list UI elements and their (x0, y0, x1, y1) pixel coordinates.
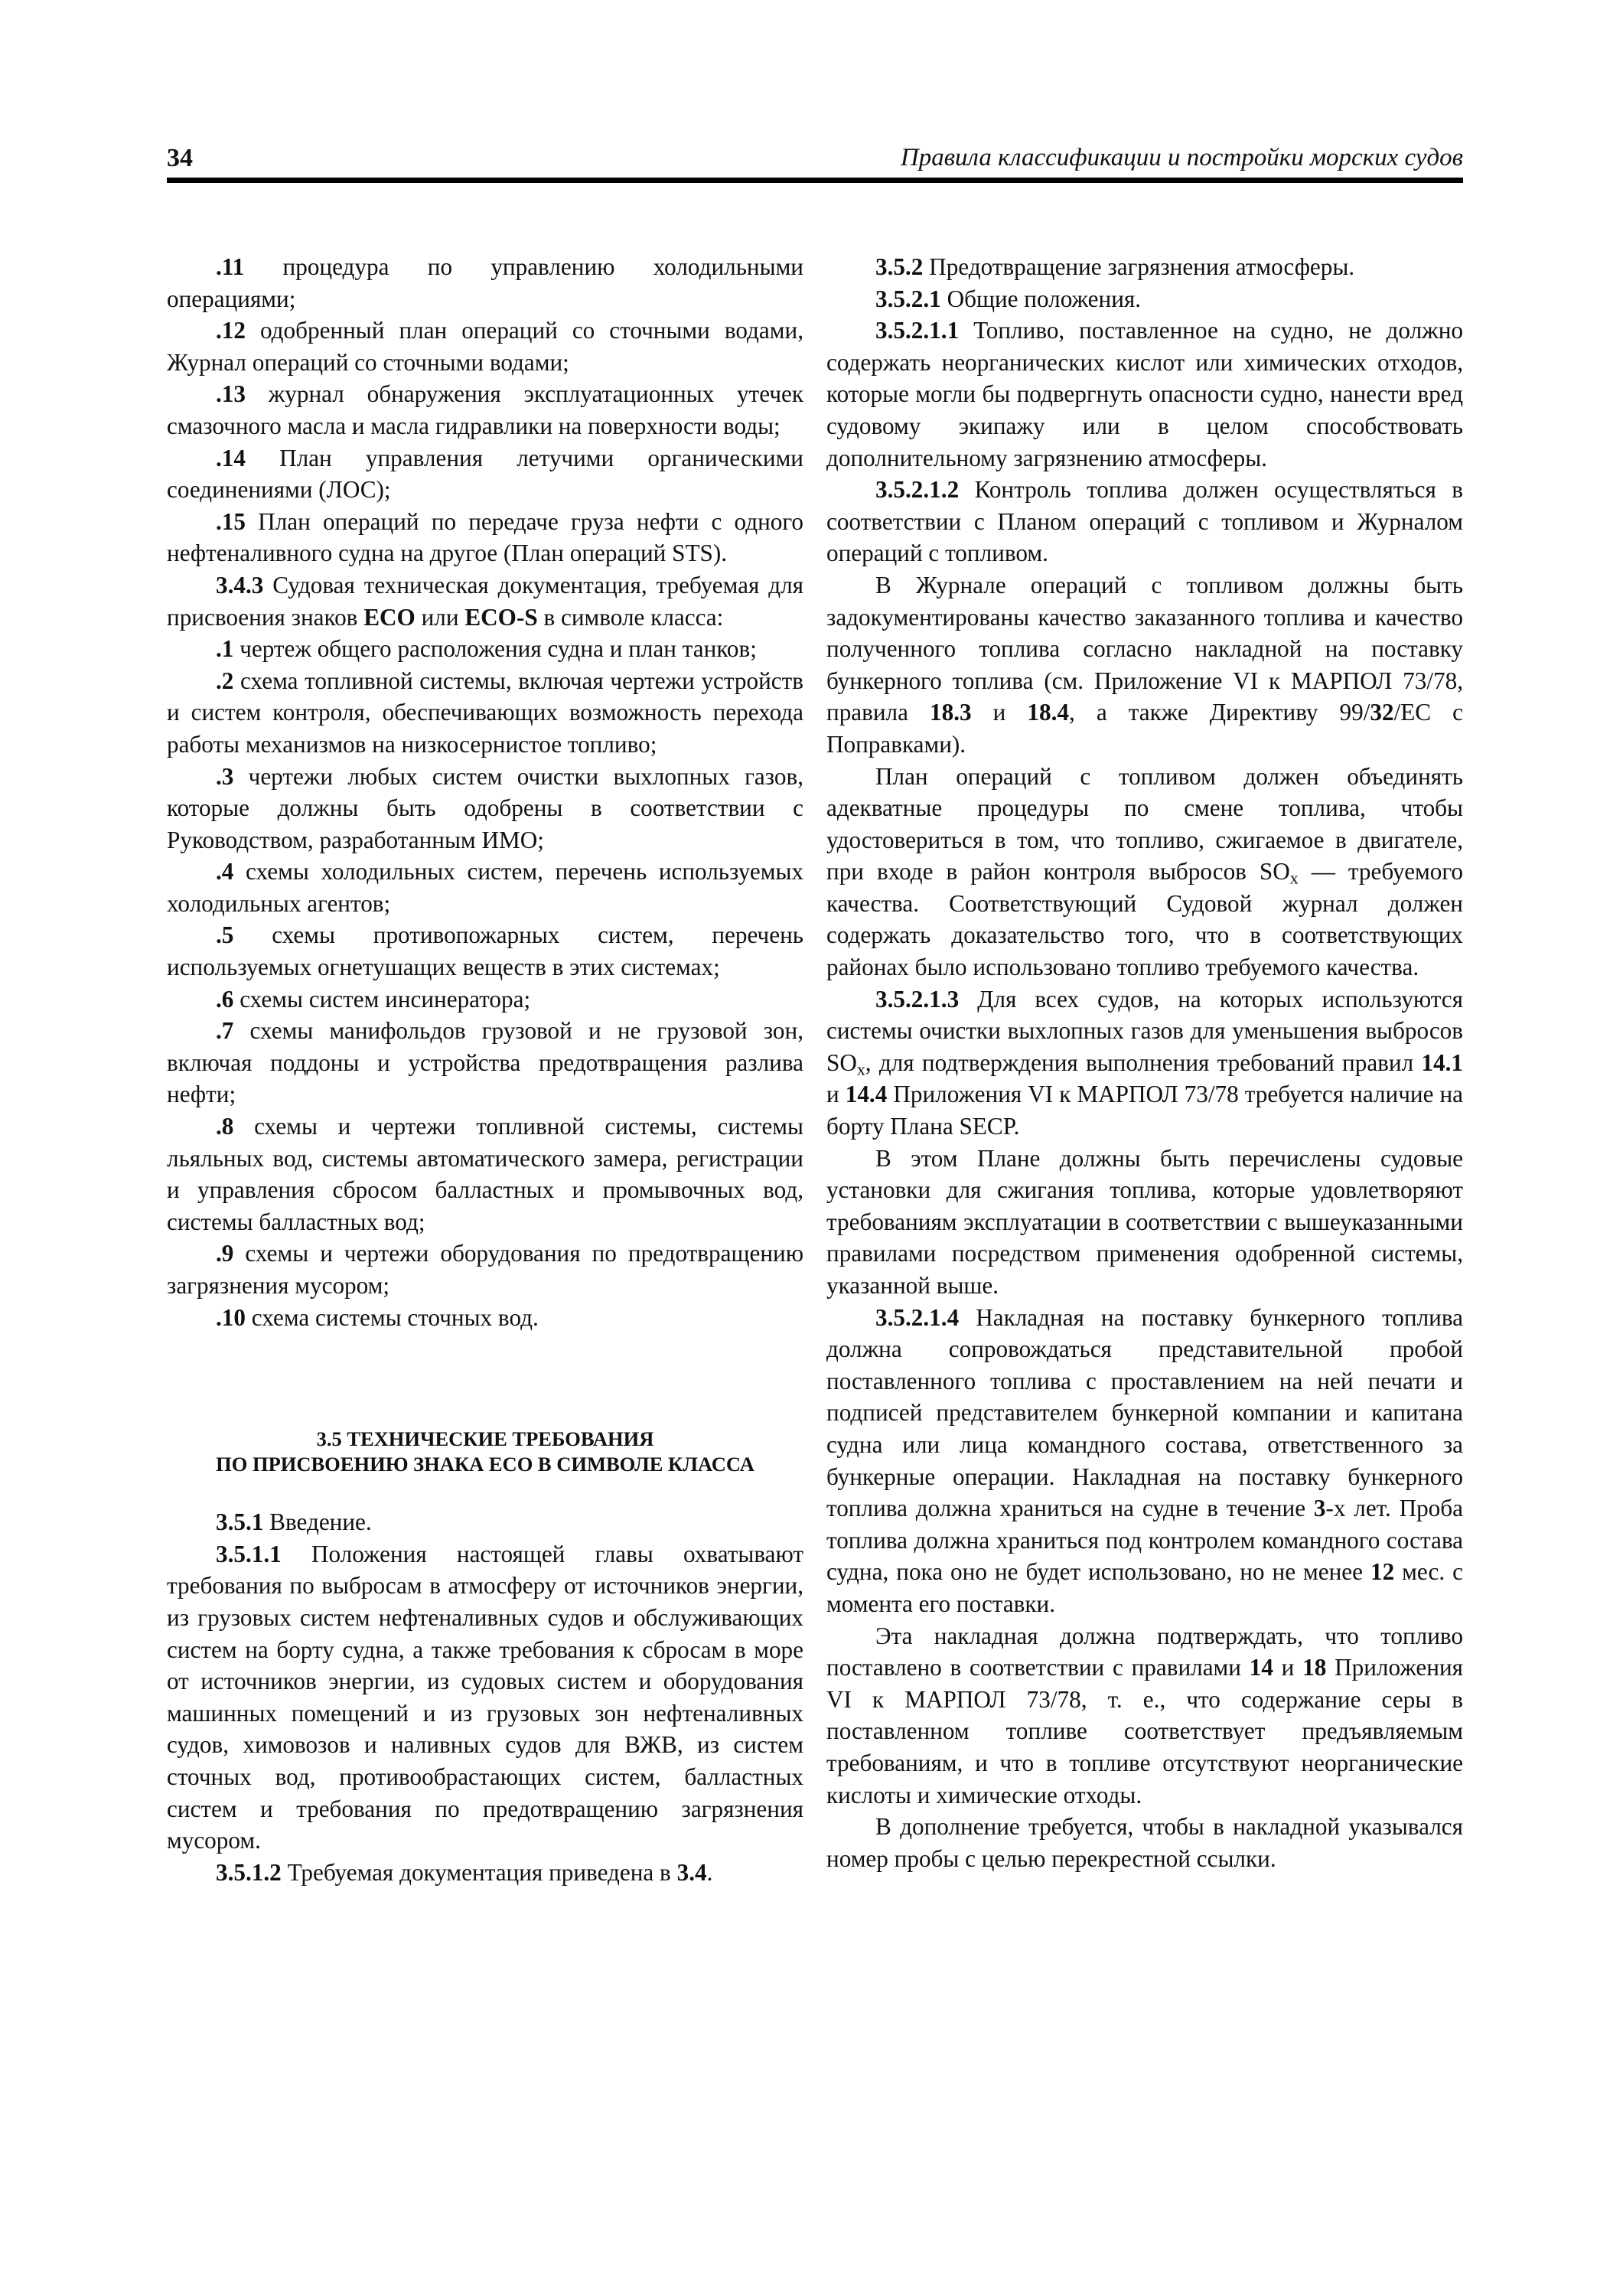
clause-3-5-2-1 (826, 283, 1463, 315)
clause-text: -х лет. Проба топлива должна храниться под контролем командного состава судна, пока оно не будет использовано, но не менее (826, 1495, 1463, 1586)
paragraph-addition (826, 1811, 1463, 1874)
list-item-13 (167, 378, 803, 442)
running-title: Правила классификации и постройки морских судов (900, 144, 1463, 171)
clause-text: Контроль топлива должен осуществляться в соответствии с Планом операций с топливом и Журналом операций с топливом. (826, 476, 1463, 567)
item-number: .3 (216, 762, 234, 790)
rule-reference: 14 (1249, 1654, 1273, 1681)
list-item-11 (167, 251, 803, 315)
clause-number: 3.5.2.1.3 (875, 985, 960, 1013)
item-text: План управления летучими органическими соединениями (ЛОС); (167, 444, 803, 504)
item-number: .9 (216, 1240, 234, 1267)
section-heading-line-2: ПО ПРИСВОЕНИЮ ЗНАКА ECO В СИМВОЛЕ КЛАССА (216, 1453, 754, 1476)
item-number: .12 (216, 317, 246, 344)
clause-3-5-1-1 (167, 1538, 803, 1857)
paragraph-text: , а также Директиву 99/ (1068, 699, 1370, 726)
list-item-6 (167, 983, 803, 1016)
item-text: схема топливной системы, включая чертежи устройств и систем контроля, обеспечивающих возможность перехода работы механизмов на низкосернистое топливо; (167, 667, 803, 758)
clause-text: Введение. (263, 1508, 372, 1536)
item-text: схемы противопожарных систем, перечень используемых огнетушащих веществ в этих системах; (167, 921, 803, 981)
paragraph-text: и (971, 699, 1028, 726)
rule-reference: 18.4 (1027, 699, 1069, 726)
list-item-8 (167, 1110, 803, 1238)
cross-reference: 3.4 (676, 1858, 707, 1886)
item-text: схемы холодильных систем, перечень используемых холодильных агентов; (167, 858, 803, 917)
item-number: .5 (216, 921, 234, 949)
list-item-4 (167, 856, 803, 919)
clause-text: Для всех судов, на которых используются системы очистки выхлопных газов для уменьшения выбросов SO (826, 985, 1463, 1076)
clause-3-5-2-1-1 (826, 315, 1463, 474)
item-text: чертежи любых систем очистки выхлопных газов, которые должны быть одобрены в соответствии с Руководством, разработанным ИМО; (167, 762, 803, 853)
item-text: схемы систем инсинератора; (233, 985, 531, 1013)
item-text: журнал обнаружения эксплуатационных утечек смазочного масла и масла гидравлики на поверхности воды; (167, 380, 803, 439)
rule-reference: 18 (1302, 1654, 1327, 1681)
paragraph-text: — требуемого качества. Соответствующий Судовой журнал должен содержать доказательство того, что в соответствующих районах было использовано топливо требуемого качества. (826, 858, 1463, 981)
left-column (167, 251, 803, 1888)
clause-number: 3.5.2.1.1 (875, 317, 960, 344)
paragraph-text: /ЕС с Поправками). (826, 699, 1463, 758)
list-item-9 (167, 1238, 803, 1301)
clause-text: мес. с момента его поставки. (826, 1558, 1463, 1617)
clause-text: Топливо, поставленное на судно, не должно содержать неорганических кислот или химических отходов, которые могли бы подвергнуть опасности судно, нанести вред судовому экипажу или в целом способствовать дополнительному загрязнению атмосферы. (826, 317, 1463, 471)
eco-s-mark: ECO-S (464, 603, 538, 631)
paragraph-secp (826, 1143, 1463, 1302)
page-header (167, 144, 1463, 183)
clause-text: в символе класса: (537, 603, 724, 631)
clause-3-4-3 (167, 569, 803, 633)
rule-reference: 18.3 (930, 699, 972, 726)
clause-number: 3.5.2.1 (875, 285, 941, 312)
clause-text: Приложения VI к МАРПОЛ 73/78 требуется наличие на борту Плана SECP. (826, 1081, 1463, 1140)
clause-3-5-2 (826, 251, 1463, 283)
right-column (826, 251, 1463, 1874)
clause-number: 3.5.2 (875, 253, 924, 280)
clause-text: Положения настоящей главы охватывают требования по выбросам в атмосферу от источников энергии, из грузовых систем нефтеналивных судов и обслуживающих систем на борту судна, а также требования к сбросам в море от источников энергии, из судовых систем и оборудования машинных помещений и из грузовых зон нефтеналивных судов, химовозов и наливных судов для ВЖВ, из систем сточных вод, противообрастающих систем, балластных систем и требования по предотвращению загрязнения мусором. (167, 1540, 803, 1854)
item-number: .15 (216, 507, 246, 535)
subscript: x (856, 1060, 865, 1079)
item-text: процедура по управлению холодильными операциями; (167, 253, 803, 312)
clause-3-5-2-1-4 (826, 1302, 1463, 1620)
list-item-2 (167, 665, 803, 761)
clause-text: Судовая техническая документация, требуемая для присвоения знаков (167, 571, 803, 631)
clause-3-5-1 (167, 1506, 803, 1538)
item-text: схемы и чертежи оборудования по предотвращению загрязнения мусором; (167, 1240, 803, 1299)
item-number: .6 (216, 985, 234, 1013)
item-text: схема системы сточных вод. (245, 1303, 539, 1331)
number-emphasis: 3 (1313, 1495, 1326, 1522)
clause-number: 3.4.3 (216, 571, 264, 598)
number-emphasis: 12 (1370, 1558, 1395, 1586)
item-text: одобренный план операций со сточными водами, Журнал операций со сточными водами; (167, 317, 803, 376)
clause-text: и (826, 1081, 846, 1108)
paragraph-text: и (1273, 1654, 1303, 1681)
paragraph-text: В этом Плане должны быть перечислены судовые установки для сжигания топлива, которые удовлетворяют требованиям эксплуатации в соответствии с вышеуказанными правилами посредством применения одобренной системы, указанной выше. (826, 1144, 1463, 1299)
item-number: .4 (216, 858, 234, 885)
clause-number: 3.5.2.1.2 (875, 476, 960, 504)
paragraph-fuel-journal (826, 569, 1463, 761)
list-item-14 (167, 442, 803, 506)
page-number: 34 (167, 144, 193, 172)
clause-text: или (415, 603, 465, 631)
item-text: схемы и чертежи топливной системы, системы льяльных вод, системы автоматического замера, регистрации и управления сбросом балластных и промывочных вод, системы балластных вод; (167, 1113, 803, 1235)
eco-mark: ECO (363, 603, 416, 631)
list-item-7 (167, 1015, 803, 1110)
list-item-12 (167, 315, 803, 378)
rule-reference: 14.4 (845, 1081, 888, 1108)
item-number: .11 (216, 253, 245, 280)
item-text: План операций по передаче груза нефти с одного нефтеналивного судна на другое (План операций STS). (167, 507, 803, 567)
clause-number: 3.5.2.1.4 (875, 1303, 960, 1331)
paragraph-text: Эта накладная должна подтверждать, что топливо поставлено в соответствии с правилами (826, 1622, 1463, 1681)
paragraph-confirm (826, 1620, 1463, 1812)
list-item-15 (167, 506, 803, 569)
list-item-5 (167, 919, 803, 983)
directive-reference: 32 (1370, 699, 1394, 726)
clause-text: Накладная на поставку бункерного топлива должна сопровождаться представительной пробой поставленного топлива с проставлением на ней печати и подписей представителем бункерной компании и капитана судна или лица командного состава, ответственного за бункерные операции. Накладная на поставку бункерного топлива должна храниться на судне в течение (826, 1303, 1463, 1522)
item-number: .7 (216, 1017, 234, 1045)
subscript: x (1289, 869, 1299, 888)
item-number: .14 (216, 444, 246, 471)
clause-text: Общие положения. (940, 285, 1142, 312)
list-item-10 (167, 1302, 803, 1334)
paragraph-text: План операций с топливом должен объединять адекватные процедуры по смене топлива, чтобы удостовериться в том, что топливо, сжигаемое в двигателе, при входе в район контроля выбросов SO (826, 762, 1463, 885)
rule-reference: 14.1 (1421, 1049, 1463, 1076)
item-number: .13 (216, 380, 246, 408)
clause-text: Предотвращение загрязнения атмосферы. (923, 253, 1355, 280)
item-text: чертеж общего расположения судна и план танков; (233, 635, 757, 663)
list-item-1 (167, 633, 803, 665)
paragraph-text: В дополнение требуется, чтобы в накладной указывался номер пробы с целью перекрестной ссылки. (826, 1813, 1463, 1872)
clause-text: , для подтверждения выполнения требований правил (865, 1049, 1422, 1076)
clause-text: Требуемая документация приведена в (281, 1858, 677, 1886)
section-heading-3-5 (167, 1427, 803, 1477)
item-number: .1 (216, 635, 234, 663)
list-item-3 (167, 761, 803, 856)
clause-text: . (706, 1858, 713, 1886)
item-number: .10 (216, 1303, 246, 1331)
paragraph-text: Приложения VI к МАРПОЛ 73/78, т. е., что содержание серы в поставленном топливе соответствует предъявляемым требованиям, и что в топливе отсутствуют неорганические кислоты и химические отходы. (826, 1654, 1463, 1808)
item-text: схемы манифольдов грузовой и не грузовой зон, включая поддоны и устройства предотвращения разлива нефти; (167, 1017, 803, 1108)
section-heading-line-1: 3.5 ТЕХНИЧЕСКИЕ ТРЕБОВАНИЯ (316, 1427, 654, 1451)
paragraph-text: В Журнале операций с топливом должны быть задокументированы качество заказанного топлива и качество полученного топлива согласно накладной на поставку бункерного топлива (см. Приложение VI к МАРПОЛ 73/78, правила (826, 571, 1463, 726)
clause-3-5-1-2 (167, 1857, 803, 1889)
clause-number: 3.5.1.1 (216, 1540, 282, 1567)
item-number: .8 (216, 1113, 234, 1140)
paragraph-fuel-plan (826, 761, 1463, 983)
item-number: .2 (216, 667, 234, 694)
clause-3-5-2-1-2 (826, 474, 1463, 569)
clause-number: 3.5.1.2 (216, 1858, 282, 1886)
clause-3-5-2-1-3 (826, 983, 1463, 1143)
clause-number: 3.5.1 (216, 1508, 264, 1536)
